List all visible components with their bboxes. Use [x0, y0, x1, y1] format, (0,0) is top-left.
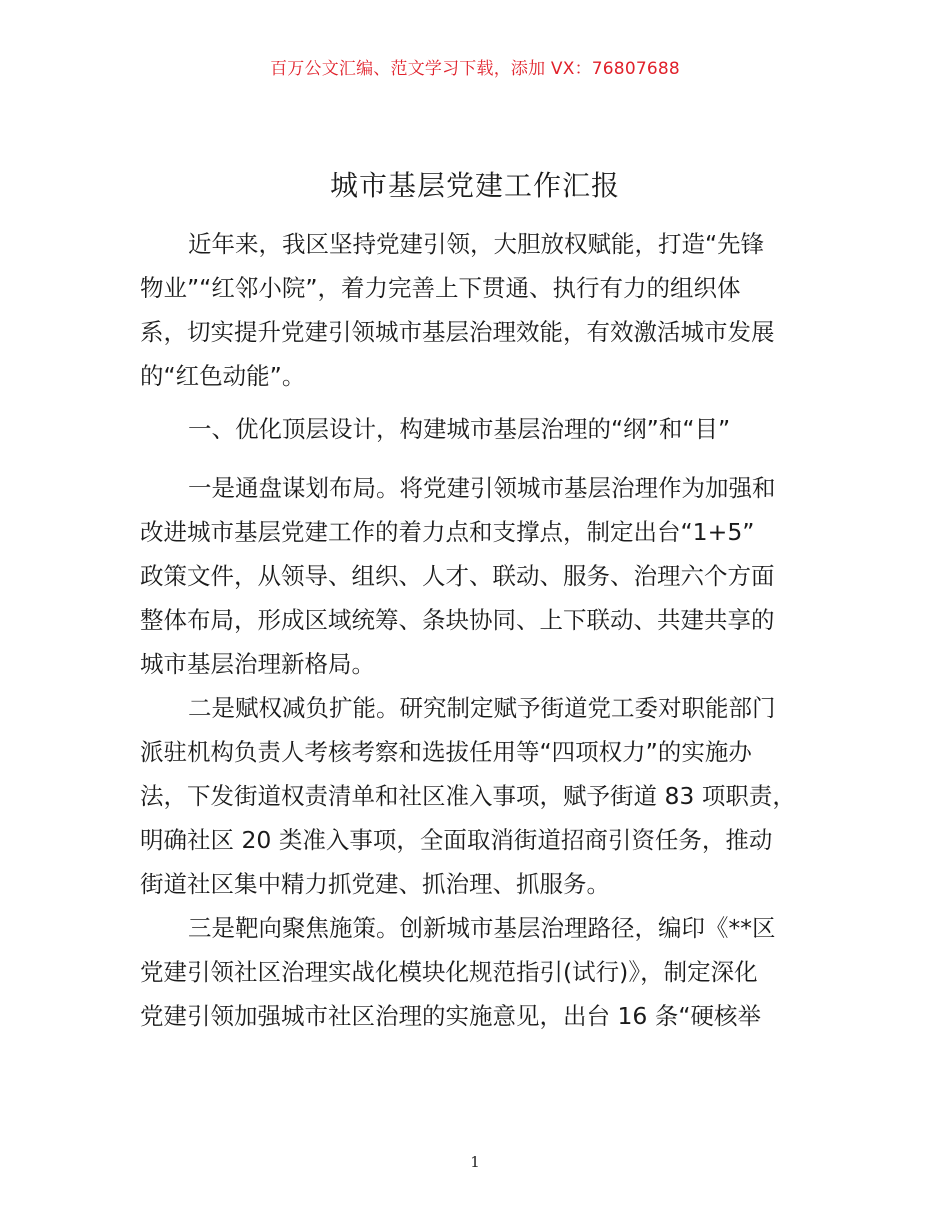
section-heading-1	[140, 407, 840, 451]
text-line: 派驻机构负责人考核考察和选拔任用等“四项权力”的实施办	[140, 738, 752, 766]
text-line: 系，切实提升党建引领城市基层治理效能，有效激活城市发展	[140, 318, 775, 346]
text-line: 近年来，我区坚持党建引领，大胆放权赋能，打造“先锋	[188, 230, 765, 258]
text-line: 物业”“红邻小院”，着力完善上下贯通、执行有力的组织体	[140, 274, 741, 302]
text-line: 的“红色动能”。	[140, 362, 306, 390]
text-line: 法，下发街道权责清单和社区准入事项，赋予街道 83 项职责，	[140, 782, 796, 810]
text-line: 一是通盘谋划布局。将党建引领城市基层治理作为加强和	[188, 474, 776, 502]
text-line: 政策文件，从领导、组织、人才、联动、服务、治理六个方面	[140, 562, 775, 590]
header-banner: 百万公文汇编、范文学习下载，添加 VX：76807688	[270, 59, 680, 79]
text-line: 明确社区 20 类准入事项，全面取消街道招商引资任务，推动	[140, 826, 773, 854]
text-line: 改进城市基层党建工作的着力点和支撑点，制定出台“1+5”	[140, 518, 755, 546]
text-line: 城市基层治理新格局。	[140, 650, 375, 678]
page-number: 1	[470, 1153, 480, 1171]
paragraph-overall-planning	[140, 466, 840, 686]
text-line: 三是靶向聚焦施策。创新城市基层治理路径，编印《**区	[188, 914, 776, 942]
text-line: 党建引领加强城市社区治理的实施意见，出台 16 条“硬核举	[140, 1002, 762, 1030]
paragraph-empowerment	[140, 686, 840, 906]
text-line: 党建引领社区治理实战化模块化规范指引(试行)》，制定深化	[140, 958, 758, 986]
paragraph-intro	[140, 222, 840, 398]
paragraph-targeted-policy	[140, 906, 840, 1038]
section-heading-text: 一、优化顶层设计，构建城市基层治理的“纲”和“目”	[188, 415, 731, 443]
text-line: 街道社区集中精力抓党建、抓治理、抓服务。	[140, 870, 610, 898]
document-title: 城市基层党建工作汇报	[329, 169, 620, 202]
text-line: 整体布局，形成区域统筹、条块协同、上下联动、共建共享的	[140, 606, 775, 634]
text-line: 二是赋权减负扩能。研究制定赋予街道党工委对职能部门	[188, 694, 776, 722]
